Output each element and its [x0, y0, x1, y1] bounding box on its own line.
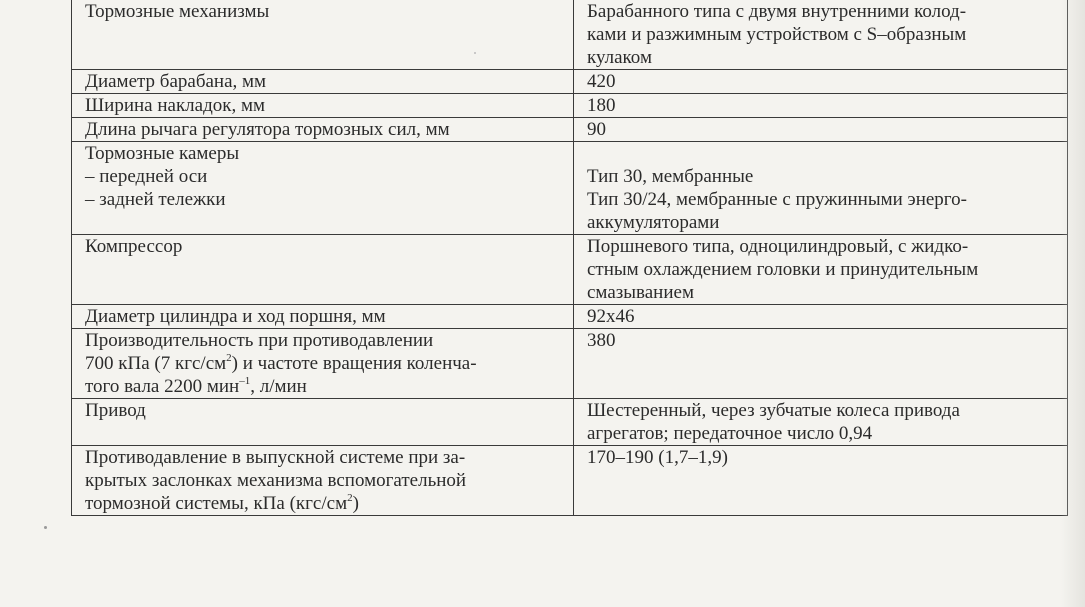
- table-row: [72, 235, 1068, 305]
- value-text: 180: [587, 95, 616, 116]
- specifications-table: [71, 0, 1068, 516]
- value-text: 90: [587, 119, 606, 140]
- value-cell: [574, 118, 1068, 142]
- text-run: ): [352, 493, 359, 514]
- value-text: Барабанного типа с двумя внутренними колод-: [587, 1, 967, 22]
- param-text: Привод: [85, 400, 146, 421]
- value-text: Тип 30/24, мембранные с пружинными энерго-: [587, 189, 967, 210]
- value-cell: [574, 329, 1068, 399]
- table-row: [72, 70, 1068, 94]
- text-run: того вала 2200 мин: [85, 376, 240, 397]
- value-cell: [574, 305, 1068, 329]
- value-text: 380: [587, 330, 616, 351]
- table-row: [72, 446, 1068, 516]
- table-row: [72, 0, 1068, 70]
- param-cell: [72, 142, 574, 235]
- value-text: аккумуляторами: [587, 212, 720, 233]
- value-cell: [574, 235, 1068, 305]
- value-cell: [574, 94, 1068, 118]
- value-cell: [574, 142, 1068, 235]
- param-cell: [72, 446, 574, 516]
- scan-speck: [474, 52, 476, 54]
- superscript: 2: [226, 352, 232, 364]
- param-cell: [72, 94, 574, 118]
- value-text: агрегатов; передаточное число 0,94: [587, 423, 873, 444]
- param-text: Компрессор: [85, 236, 183, 257]
- param-cell: [72, 305, 574, 329]
- param-text: Производительность при противодавлении: [85, 330, 434, 351]
- param-cell: [72, 399, 574, 446]
- text-run: 700 кПа (7 кгс/см: [85, 353, 227, 374]
- scan-edge-shadow: [1061, 0, 1085, 607]
- param-cell: [72, 118, 574, 142]
- value-text: 92х46: [587, 306, 635, 327]
- param-text: Тормозные камеры: [85, 143, 240, 164]
- superscript: –1: [239, 375, 251, 387]
- param-text: – передней оси: [85, 166, 208, 187]
- param-text: – задней тележки: [85, 189, 226, 210]
- param-text: Тормозные механизмы: [85, 1, 270, 22]
- value-text: [587, 142, 1061, 165]
- param-text: Диаметр барабана, мм: [85, 71, 267, 92]
- table-row: [72, 94, 1068, 118]
- value-text: 420: [587, 71, 616, 92]
- value-text: Поршневого типа, одноцилиндровый, с жидко-: [587, 236, 969, 257]
- value-text: смазыванием: [587, 282, 694, 303]
- param-cell: [72, 0, 574, 70]
- value-text: 170–190 (1,7–1,9): [587, 447, 728, 468]
- param-text-mixed: [85, 352, 567, 375]
- text-run: , л/мин: [250, 376, 307, 397]
- value-cell: [574, 70, 1068, 94]
- table-row: [72, 329, 1068, 399]
- param-text: Диаметр цилиндра и ход поршня, мм: [85, 306, 386, 327]
- value-text: ками и разжимным устройством с S–образным: [587, 24, 967, 45]
- param-cell: [72, 329, 574, 399]
- param-cell: [72, 70, 574, 94]
- value-text: стным охлаждением головки и принудительным: [587, 259, 979, 280]
- param-text-mixed: [85, 492, 567, 515]
- param-text: крытых заслонках механизма вспомогательной: [85, 470, 467, 491]
- text-run: ) и частоте вращения коленча-: [231, 353, 477, 374]
- param-text: Ширина накладок, мм: [85, 95, 266, 116]
- scan-speck: [44, 526, 47, 529]
- param-cell: [72, 235, 574, 305]
- param-text: Противодавление в выпускной системе при за-: [85, 447, 466, 468]
- param-text-mixed: [85, 375, 567, 398]
- superscript: 2: [347, 492, 353, 504]
- param-text: Длина рычага регулятора тормозных сил, мм: [85, 119, 450, 140]
- table-row: [72, 305, 1068, 329]
- table-row: [72, 118, 1068, 142]
- value-cell: [574, 399, 1068, 446]
- value-text: Шестеренный, через зубчатые колеса привода: [587, 400, 960, 421]
- table-row: [72, 399, 1068, 446]
- text-run: тормозной системы, кПа (кгс/см: [85, 493, 348, 514]
- value-cell: [574, 0, 1068, 70]
- value-text: кулаком: [587, 47, 652, 68]
- table-row: [72, 142, 1068, 235]
- value-text: Тип 30, мембранные: [587, 166, 754, 187]
- value-cell: [574, 446, 1068, 516]
